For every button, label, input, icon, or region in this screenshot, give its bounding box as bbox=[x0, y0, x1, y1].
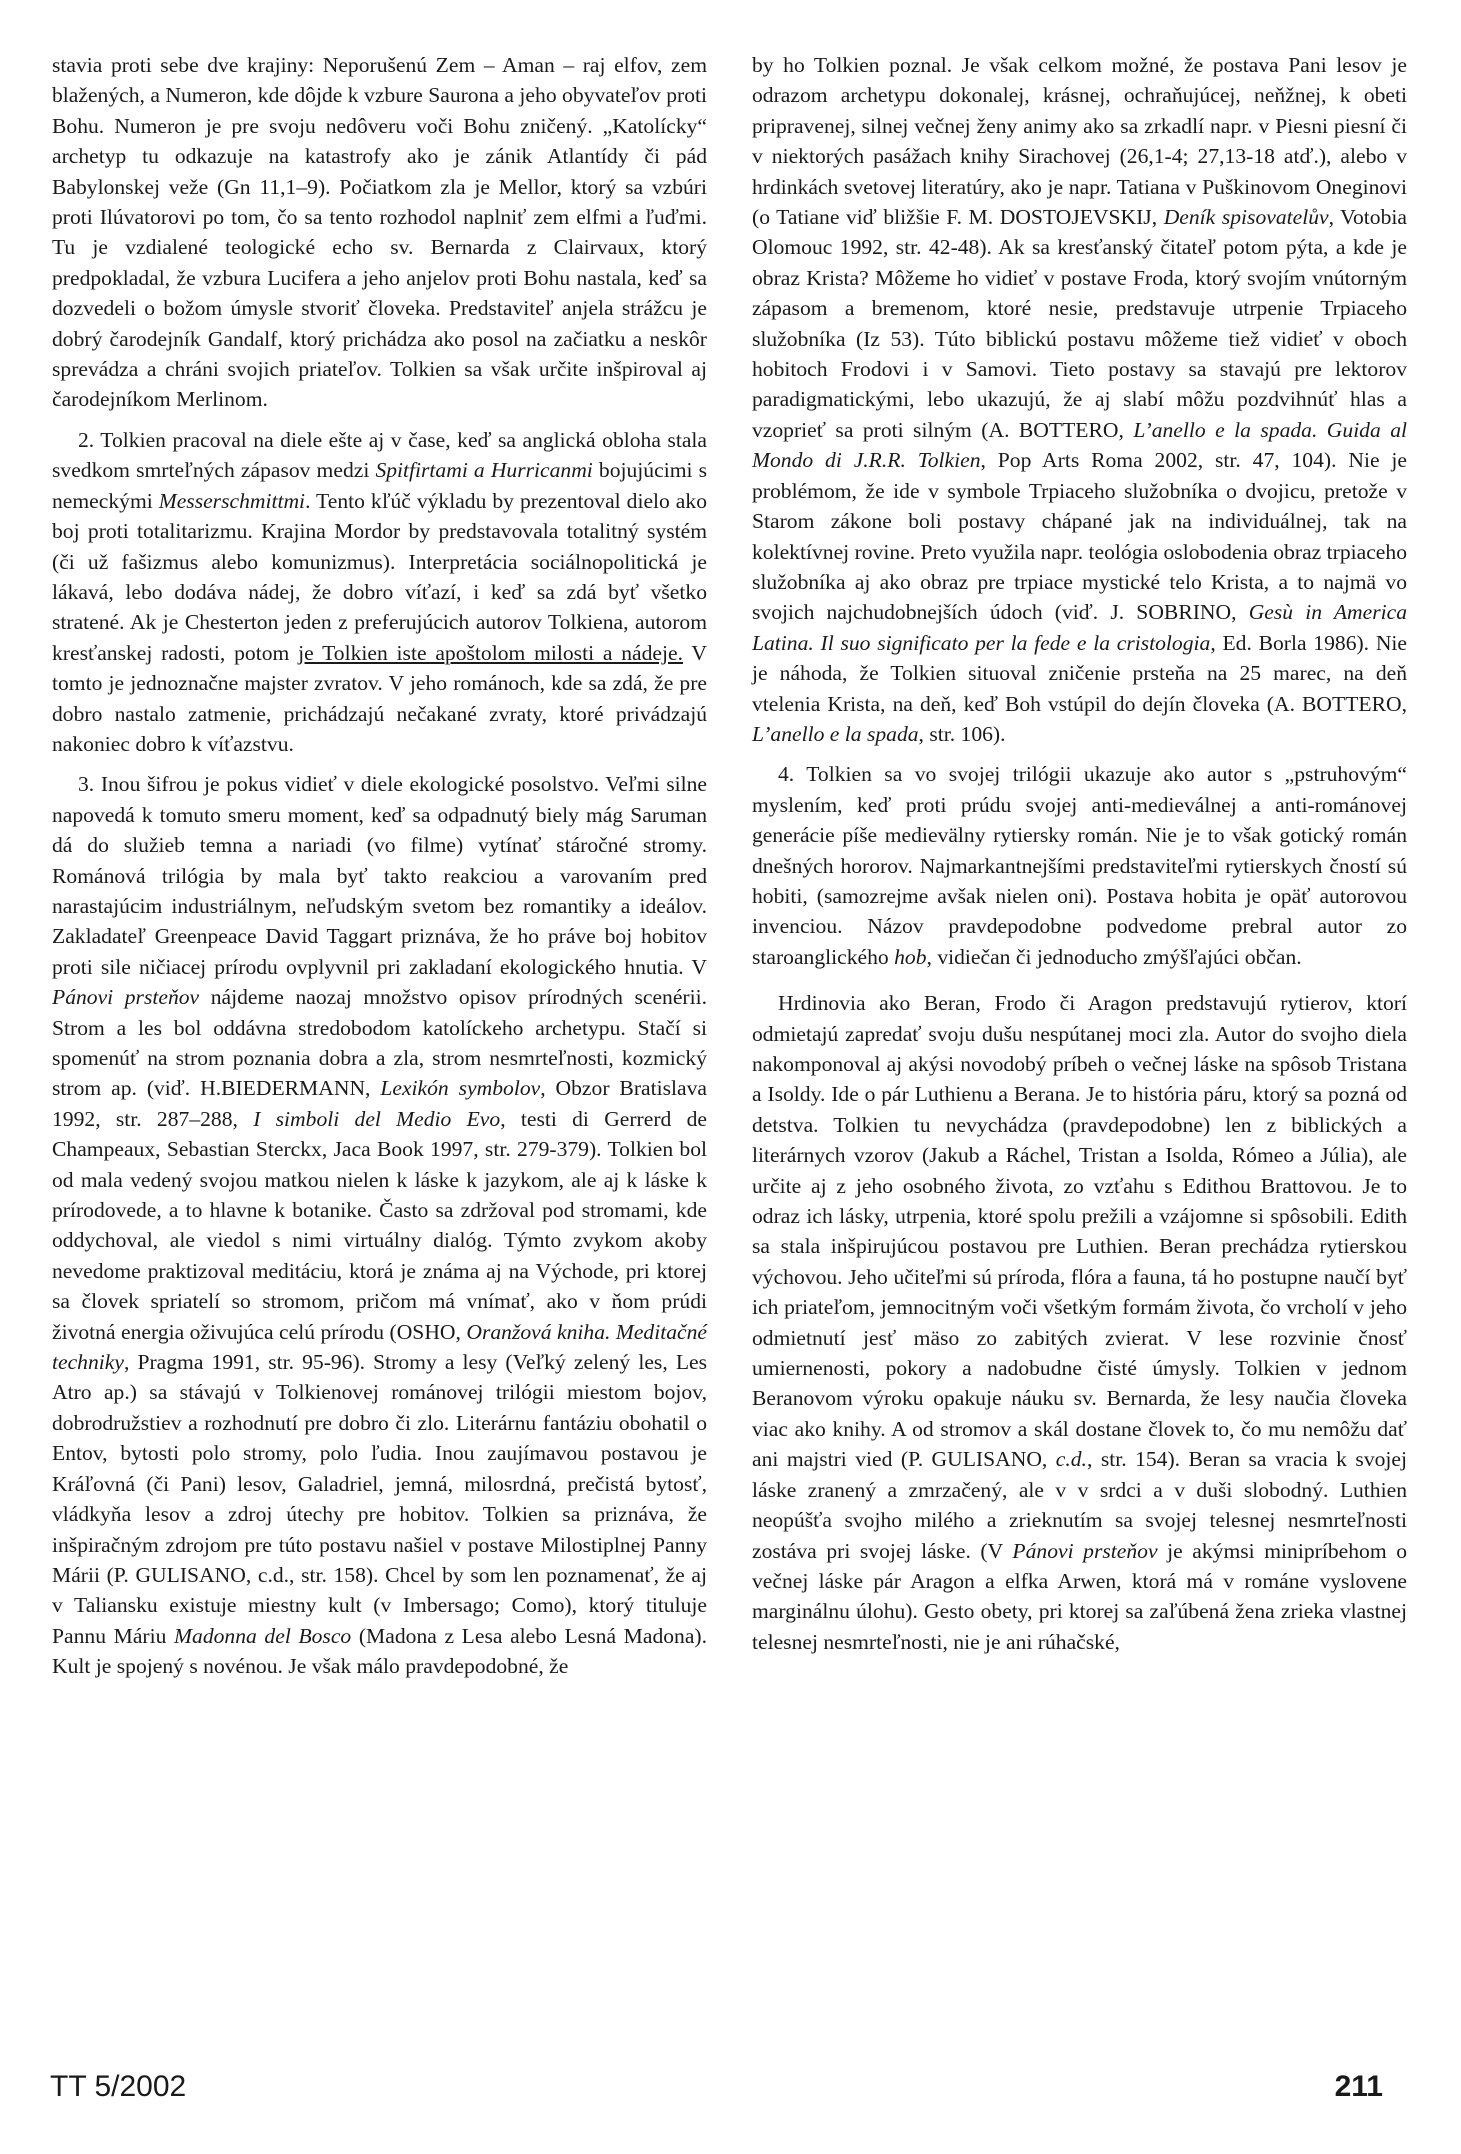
italic-run: c.d. bbox=[1055, 1447, 1087, 1472]
italic-run: Madonna del Bosco bbox=[174, 1623, 352, 1648]
text-run: , Votobia Olomouc 1992, str. 42-48). Ak sa kresťanský čitateľ potom pýta, a kde je obraz Krista? Môžeme ho vidieť v postave Froda, ktorý svojím vnútorným zápasom a bremenom, ktoré nesie, predstavuje utrpenie Trpiaceho služobníka (Iz 53). Túto biblickú postavu môžeme tiež vidieť v oboch hobitoch Frodovi i v Samovi. Tieto postavy sa stavajú pre lektorov paradigmatickými, lebo ukazujú, že aj slabí môžu pozdvihnúť hlas a vzoprieť sa proti silným (A. BOTTERO, bbox=[752, 205, 1407, 442]
text-run: , Ed. Borla 1986). Nie je náhoda, že Tolkien situoval zničenie prsteňa na 25 marec, na deň vtelenia Krista, na deň, keď Boh vstúpil do dejín človeka (A. BOTTERO, bbox=[752, 630, 1408, 716]
text-run: . Tento kľúč výkladu by prezentoval dielo ako boj proti totalitarizmu. Krajina Mordor by predstavovala totalitný systém (či už fašizmus alebo komunizmus). Interpretácia sociálnopolitická je lákavá, lebo dodáva nádej, že dobro víťazí, i keď sa zdá byť všetko stratené. Ak je Chesterton jeden z preferujúcich autorov Tolkiena, autorom kresťanskej radosti, potom bbox=[52, 488, 707, 665]
paragraph bbox=[752, 50, 1407, 749]
left-column bbox=[52, 50, 707, 1692]
text-run: je akýmsi minipríbehom o večnej láske pár Aragon a elfka Arwen, ktorá má v románe vyslovene marginálnu úlohu). Gesto obety, pri ktorej sa zaľúbená žena zrieka vlastnej telesnej nesmrteľnosti, nie je ani rúhačské, bbox=[752, 1538, 1407, 1654]
italic-run: Gesù in America Latina. Il suo significato per la fede e la cristologia bbox=[752, 600, 1407, 655]
text-run: stavia proti sebe dve krajiny: Neporušenú Zem – Aman – raj elfov, zem blažených, a Numeron, kde dôjde k vzbure Saurona a jeho obyvateľov proti Bohu. Numeron je pre svoju nedôveru voči Bohu zničený. „Katolícky“ archetyp tu odkazuje na katastrofy ako je zánik Atlantídy či pád Babylonskej veže (Gn 11,1–9). Počiatkom zla je Mellor, ktorý sa vzbúri proti Ilúvatorovi po tom, čo sa tento rozhodol naplniť zem elfmi a ľuďmi. Tu je vzdialené teologické echo sv. Bernarda z Clairvaux, ktorý predpokladal, že vzbura Lucifera a jeho anjelov proti Bohu nastala, keď sa dozvedeli o božom úmysle stvoriť človeka. Predstaviteľ anjela strážcu je dobrý čarodejník Gandalf, ktorý prichádza ako posol na začiatku a neskôr sprevádza a chráni svojich priateľov. Tolkien sa však určite inšpiroval aj čarodejníkom Merlinom. bbox=[52, 53, 707, 412]
paragraph bbox=[52, 769, 707, 1681]
italic-run: hob bbox=[894, 944, 927, 969]
journal-issue: TT 5/2002 bbox=[50, 2070, 187, 2103]
text-run: , Pragma 1991, str. 95-96). Stromy a lesy (Veľký zelený les, Les Atro ap.) sa stávajú v Tolkienovej románovej trilógii miestom bojov, dobrodružstiev a rozhodnutí pre dobro či zlo. Literárnu fantáziu obohatil o Entov, bytosti polo stromy, polo ľudia. Inou zaujímavou postavou je Kráľovná (či Pani) lesov, Galadriel, jemná, milosrdná, prečistá bytosť, vládkyňa lesov a zdroj útechy pre hobitov. Tolkien sa priznáva, že inšpiračným zdrojom pre túto postavu našiel v postave Milostiplnej Panny Márii (P. GULISANO, c.d., str. 158). Chcel by som len poznamenať, že aj v Taliansku existuje miestny kult (v Imbersago; Como), ktorý tituluje Pannu Máriu bbox=[52, 1350, 707, 1648]
text-run: (Madona z Lesa alebo Lesná Madona). Kult je spojený s novénou. Je však málo pravdepodobné, že bbox=[52, 1623, 708, 1679]
text-run: , Pop Arts Roma 2002, str. 47, 104). Nie je problémom, že ide v symbole Trpiaceho služobníka o dvojicu, pretože v Starom zákone boli postavy chápané jak na individuálnej, tak na kolektívnej rovine. Preto využila napr. teológia oslobodenia obraz trpiaceho služobníka aj ako obraz pre trpiace mystické telo Krista, a to najmä vo svojich najchudobnejších údoch (viď. J. SOBRINO, bbox=[752, 448, 1407, 625]
paragraph bbox=[752, 759, 1407, 972]
italic-run: Deník spisovatelův bbox=[1163, 205, 1329, 230]
italic-run: Pánovi prsteňov bbox=[52, 985, 200, 1010]
right-column bbox=[752, 50, 1407, 1667]
italic-run: L’anello e la spada. Guida al Mondo di J.R.R. Tolkien bbox=[752, 417, 1408, 473]
paragraph bbox=[52, 50, 707, 415]
text-run: 3. Inou šifrou je pokus vidieť v diele ekologické posolstvo. Veľmi silne napovedá k tomuto smeru moment, keď sa odpadnutý biely mág Saruman dá do služieb temna a nariadi (vo filme) vytínať stáročné stromy. Románová trilógia by mala byť takto reakciou a varovaním pred narastajúcim industriálnym, neľudským svetom bez romantiky a ideálov. Zakladateľ Greenpeace David Taggart priznáva, že ho práve boj hobitov proti sile ničiacej prírodu ovplyvnil pri zakladaní ekologického hnutia. V bbox=[52, 772, 707, 979]
italic-run: Oranžová kniha. Meditačné techniky bbox=[52, 1319, 707, 1375]
text-run: , vidiečan či jednoducho zmýšľajúci občan. bbox=[926, 944, 1302, 969]
text-run: , str. 106). bbox=[918, 721, 1006, 746]
text-run: bojujúcimi s nemeckými bbox=[52, 458, 707, 513]
italic-run: I simboli del Medio Evo bbox=[253, 1106, 501, 1131]
text-run: , testi di Gerrerd de Champeaux, Sebastian Sterckx, Jaca Book 1997, str. 279-379). Tolkien bol od mala vedený svojou matkou nielen k láske k jazykom, ale aj k láske k prírodovede, a to hlavne k botanike. Často sa zdržoval pod stromami, kde oddychoval, ale viedol s nimi virtuálny dialóg. Týmto zvykom akoby nevedome praktizoval meditáciu, ktorá je známa aj na Východe, pri ktorej sa človek spriatelí so stromom, pričom má vnímať, ako v ňom prúdi životná energia oživujúca celú prírodu (OSHO, bbox=[52, 1106, 707, 1344]
italic-run: Spitfirtami a Hurricanmi bbox=[375, 458, 593, 483]
text-run: 4. Tolkien sa vo svojej trilógii ukazuje ako autor s „pstruhovým“ myslením, keď proti prúdu svojej anti-medieválnej a anti-románovej generácie píše medievälny rytiersky román. Nie je to však gotický román dnešných hororov. Najmarkantnejšími predstaviteľmi rytierskych čností sú hobiti, (samozrejme avšak nielen oni). Postava hobita je opäť autorovou invenciou. Názov pravdepodobne podvedome prebral autor zo staroanglického bbox=[752, 762, 1407, 969]
italic-run: L’anello e la spada bbox=[752, 721, 919, 746]
italic-run: Pánovi prsteňov bbox=[1012, 1538, 1158, 1563]
paragraph bbox=[52, 425, 707, 759]
text-run: by ho Tolkien poznal. Je však celkom možné, že postava Pani lesov je odrazom archetypu dokonalej, krásnej, ochraňujúcej, neňžnej, k obeti pripravenej, silnej večnej ženy animy ako sa zrkadlí napr. v Piesni piesní či v niektorých pasážach knihy Sirachovej (26,1-4; 27,13-18 atď.), alebo v hrdinkách svetovej literatúry, ako je napr. Tatiana v Puškinovom Oneginovi (o Tatiane viď bližšie F. M. DOSTOJEVSKIJ, bbox=[752, 53, 1407, 230]
text-run: Hrdinovia ako Beran, Frodo či Aragon predstavujú rytierov, ktorí odmietajú zapredať svoju dušu nespútanej moci zla. Autor do svojho diela nakomponoval aj akýsi novodobý príbeh o večnej láske na spôsob Tristana a Isoldy. Ide o pár Luthienu a Berana. Je to história páru, ktorý sa pozná od detstva. Tolkien tu nevychádza (pravdepodobne) len z biblických a literárnych vzorov (Jakub a Ráchel, Tristan a Isolda, Rómeo a Júlia), ale určite aj z jeho osobného života, zo vzťahu s Edithou Brattovou. Je to odraz ich lásky, utrpenia, ktoré spolu prežili a vzájomne si spôsobili. Edith sa stala inšpirujúcou postavou pre Luthien. Beran prechádza rytierskou výchovou. Jeho učiteľmi sú príroda, flóra a fauna, tá ho postupne naučí byť ich priateľom, jemnocitným voči všetkým formám života, čo vrcholí v jeho odmietnutí jesť mäso zo zabitých zvierat. V lese rozvinie čnosť umiernenosti, pokory a nadobudne čisté úmysly. Tolkien v jednom Beranovom výroku opakuje náuku sv. Bernarda, že lesy naučia človeka viac ako knihy. A od stromov a skál dostane človek to, čo mu nemôžu dať ani majstri vied (P. GULISANO, bbox=[752, 991, 1407, 1472]
underlined-run: je Tolkien iste apoštolom milosti a nádeje. bbox=[298, 640, 683, 665]
text-run: V tomto je jednoznačne majster zvratov. V jeho románoch, kde sa zdá, že pre dobro nastalo zatmenie, prichádzajú nečakané zvraty, ktoré privádzajú nakoniec dobro k víťazstvu. bbox=[52, 640, 707, 756]
italic-run: Lexikón symbolov bbox=[380, 1076, 541, 1101]
text-run: , Obzor Bratislava 1992, str. 287–288, bbox=[52, 1076, 707, 1131]
page-number: 211 bbox=[1334, 2070, 1383, 2103]
italic-run: Messerschmittmi bbox=[158, 488, 306, 513]
text-run: nájdeme naozaj množstvo opisov prírodných scenérii. Strom a les bol oddávna stredobodom katolíckeho archetypu. Stačí si spomenúť na strom poznania dobra a zla, strom nesmrteľnosti, kozmický strom ap. (viď. H.BIEDERMANN, bbox=[52, 985, 707, 1101]
text-run: 2. Tolkien pracoval na diele ešte aj v čase, keď sa anglická obloha stala svedkom smrteľných zápasov medzi bbox=[52, 427, 707, 483]
paragraph bbox=[752, 988, 1407, 1657]
text-run: , str. 154). Beran sa vracia k svojej láske zranený a zmrzačený, ale v v srdci a v duši slobodný. Luthien neopúšťa svojho milého a zrieknutím sa svojej telesnej nesmrteľnosti zostáva pri svojej láske. (V bbox=[752, 1447, 1407, 1563]
